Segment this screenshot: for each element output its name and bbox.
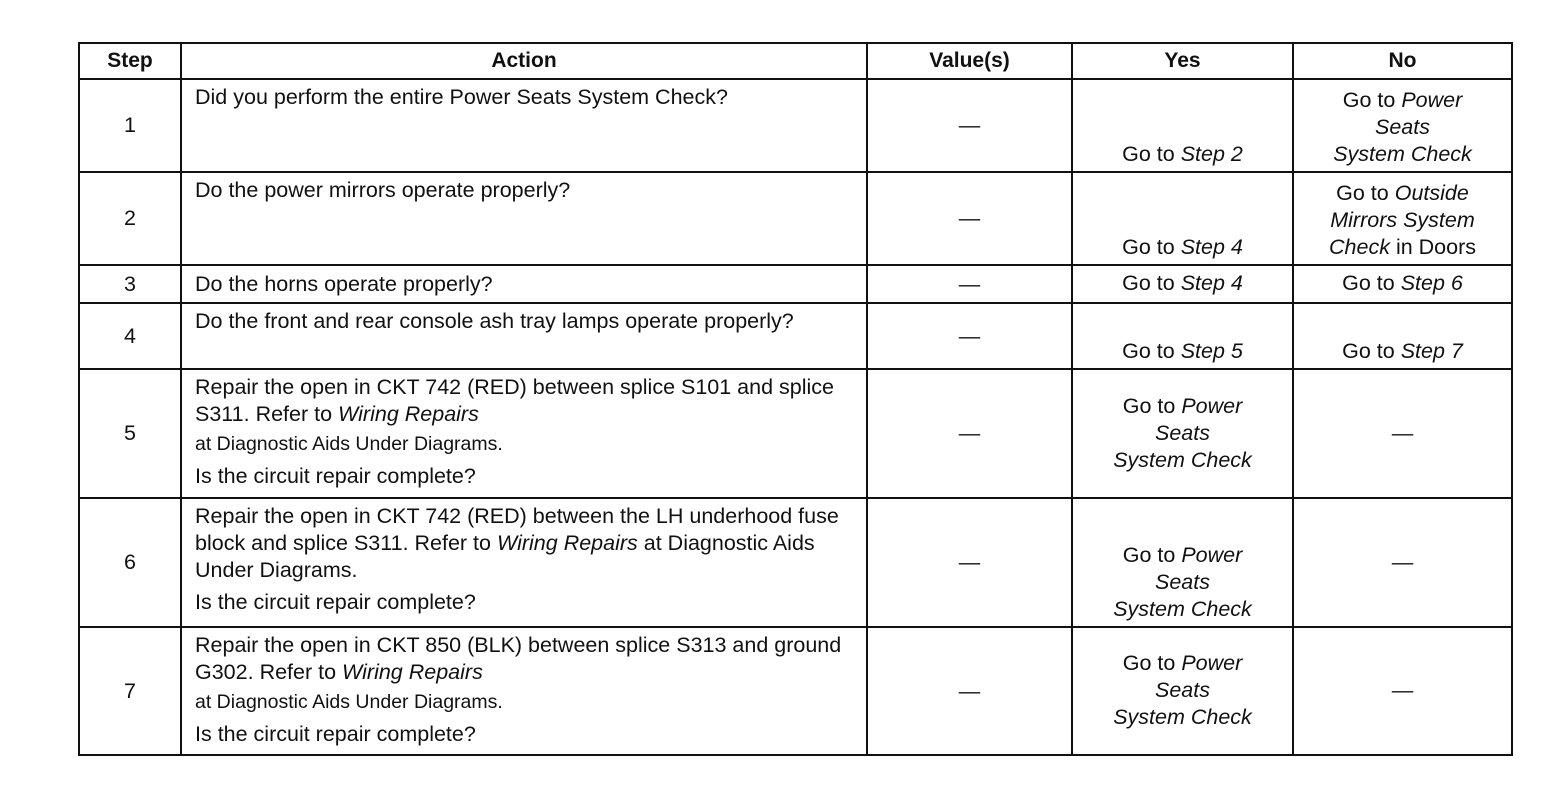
- action-text: Do the front and rear console ash tray lamps operate properly?: [181, 303, 867, 369]
- table-row: [79, 369, 1512, 498]
- note-text: at Diagnostic Aids Under Diagrams.: [195, 691, 503, 713]
- yes-cell: Go to Power Seats System Check: [1072, 369, 1293, 498]
- yes-step-link[interactable]: Step 2: [1180, 142, 1243, 166]
- no-cell: Go to Step 7: [1293, 303, 1512, 369]
- table-row: [79, 627, 1512, 755]
- yes-power-seats-link[interactable]: Power: [1181, 543, 1243, 567]
- no-power-seats-link[interactable]: Power: [1401, 88, 1463, 112]
- header-no: No: [1293, 43, 1512, 79]
- yes-cell: Go to Step 2: [1072, 79, 1293, 172]
- note-text: at Diagnostic Aids Under Diagrams.: [195, 433, 503, 455]
- action-text: Repair the open in CKT 850 (BLK) between splice S313 and ground G302.: [195, 633, 842, 684]
- yes-cell: Go to Step 4: [1072, 172, 1293, 265]
- no-outside-mirrors-link[interactable]: Outside: [1394, 181, 1469, 205]
- no-cell: Go to Step 6: [1293, 265, 1512, 303]
- action-text: Repair the open in CKT 742 (RED) between splice S101 and splice S311.: [195, 375, 834, 426]
- no-cell: —: [1293, 498, 1512, 627]
- yes-step-link[interactable]: Step 5: [1180, 339, 1243, 363]
- yes-step-link[interactable]: Step 4: [1180, 271, 1243, 295]
- header-yes: Yes: [1072, 43, 1293, 79]
- no-cell: Go to Power Seats System Check: [1293, 79, 1512, 172]
- question-text: Is the circuit repair complete?: [195, 464, 476, 488]
- value-cell: —: [867, 172, 1072, 265]
- step-number: 5: [79, 369, 181, 498]
- header-values: Value(s): [867, 43, 1072, 79]
- yes-cell: Go to Power Seats System Check: [1072, 627, 1293, 755]
- step-number: 1: [79, 79, 181, 172]
- no-cell: —: [1293, 627, 1512, 755]
- no-cell: Go to Outside Mirrors System Check in Doors: [1293, 172, 1512, 265]
- table-row: [79, 79, 1512, 172]
- step-number: 3: [79, 265, 181, 303]
- wiring-repairs-link[interactable]: Wiring Repairs: [496, 531, 638, 555]
- action-cell: Repair the open in CKT 850 (BLK) between splice S313 and ground G302. Refer to Wiring Repairs at Diagnostic Aids Under Diagrams. Is the circuit repair complete?: [181, 627, 867, 755]
- value-cell: —: [867, 498, 1072, 627]
- diagnostic-table: [78, 42, 1513, 756]
- value-cell: —: [867, 303, 1072, 369]
- action-text: Did you perform the entire Power Seats System Check?: [181, 79, 867, 172]
- yes-power-seats-link[interactable]: Power: [1181, 393, 1243, 418]
- value-cell: —: [867, 627, 1072, 755]
- action-text: Do the horns operate properly?: [181, 265, 867, 303]
- action-cell: Repair the open in CKT 742 (RED) between the LH underhood fuse block and splice S311. Refer to Wiring Repairs at Diagnostic Aids Under Diagrams. Is the circuit repair complete?: [181, 498, 867, 627]
- question-text: Is the circuit repair complete?: [195, 590, 476, 614]
- no-step-link[interactable]: Step 7: [1400, 339, 1463, 363]
- table-row: [79, 265, 1512, 303]
- table-row: [79, 498, 1512, 627]
- value-cell: —: [867, 79, 1072, 172]
- yes-cell: Go to Step 5: [1072, 303, 1293, 369]
- action-cell: Repair the open in CKT 742 (RED) between splice S101 and splice S311. Refer to Wiring Repairs at Diagnostic Aids Under Diagrams. Is the circuit repair complete?: [181, 369, 867, 498]
- yes-cell: Go to Power Seats System Check: [1072, 498, 1293, 627]
- table-row: [79, 303, 1512, 369]
- value-cell: —: [867, 369, 1072, 498]
- question-text: Is the circuit repair complete?: [195, 722, 476, 746]
- yes-step-link[interactable]: Step 4: [1180, 235, 1243, 259]
- step-number: 7: [79, 627, 181, 755]
- header-row: [79, 43, 1512, 79]
- table-row: [79, 172, 1512, 265]
- no-step-link[interactable]: Step 6: [1400, 271, 1463, 295]
- step-number: 2: [79, 172, 181, 265]
- action-text: Repair the open in CKT 742 (RED) between the LH underhood fuse block and splice S311. Refer to: [195, 504, 839, 555]
- yes-power-seats-link[interactable]: Power: [1181, 651, 1243, 675]
- wiring-repairs-link[interactable]: Wiring Repairs: [338, 402, 479, 426]
- yes-cell: Go to Step 4: [1072, 265, 1293, 303]
- step-number: 6: [79, 498, 181, 627]
- header-step: Step: [79, 43, 181, 79]
- value-cell: —: [867, 265, 1072, 303]
- header-action: Action: [181, 43, 867, 79]
- no-cell: —: [1293, 369, 1512, 498]
- step-number: 4: [79, 303, 181, 369]
- action-text: Do the power mirrors operate properly?: [181, 172, 867, 265]
- wiring-repairs-link[interactable]: Wiring Repairs: [342, 660, 483, 684]
